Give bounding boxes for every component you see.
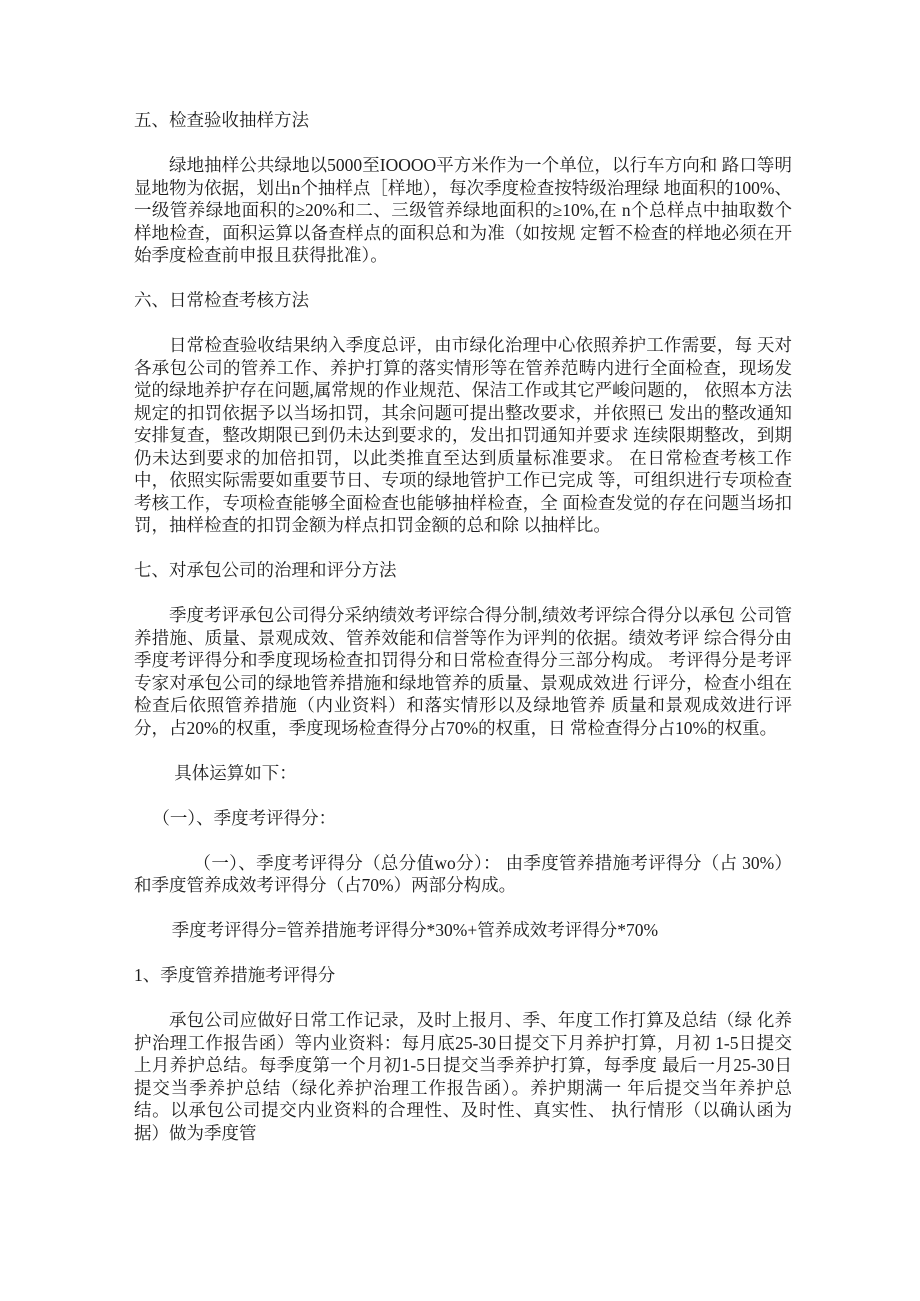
quarterly-score-label: （一）、季度考评得分：: [152, 807, 337, 828]
quarterly-score-formula: 季度考评得分=管养措施考评得分*30%+管养成效考评得分*70%: [171, 920, 659, 940]
calculation-intro: 具体运算如下：: [174, 762, 297, 783]
section-6-heading: 六、日常检查考核方法: [134, 290, 309, 310]
section-7-paragraph: 季度考评承包公司得分采纳绩效考评综合得分制,绩效考评综合得分以承包 公司管养措施、质量、景观成效、管养效能和信誉等作为评判的依据。绩效考评 综合得分由季度考评得分和季度现场检查扣罚得分和日常检查得分三部分构成。 考评得分是考评专家对承包公司的绿地管养措施和绿地管养的质量、景观成效进 行评分，检查小组在检查后依照管养措施（内业资料）和落实情形以及绿地管养 质量和景观成效进行评分，占20%的权重，季度现场检查得分占70%的权重，日 常检查得分占10%的权重。: [134, 605, 792, 738]
section-5-paragraph: 绿地抽样公共绿地以5000至IOOOO平方米作为一个单位，以行车方向和 路口等明显地物为依据，划出n个抽样点［样地），每次季度检查按特级治理绿 地面积的100%、一级管养绿地面积的≥20%和二、三级管养绿地面积的≥10%,在 n个总样点中抽取数个样地检查，面积运算以备查样点的面积总和为准（如按规 定暂不检查的样地必须在开始季度检查前申报且获得批准）。: [134, 155, 792, 265]
quarterly-score-description: （一）、季度考评得分（总分值wo分）： 由季度管养措施考评得分（占 30%）和季度管养成效考评得分（占70%）两部分构成。: [134, 852, 792, 895]
section-5-heading: 五、检查验收抽样方法: [134, 110, 309, 130]
section-6-paragraph: 日常检查验收结果纳入季度总评，由市绿化治理中心依照养护工作需要，每 天对各承包公司的管养工作、养护打算的落实情形等在管养范畴内进行全面检查，现场发觉的绿地养护存在问题,属常规的作业规范、保洁工作或其它严峻问题的， 依照本方法规定的扣罚依据予以当场扣罚，其余问题可提出整改要求，并依照已 发出的整改通知安排复查，整改期限已到仍未达到要求的，发出扣罚通知并要求 连续限期整改，到期仍未达到要求的加倍扣罚，以此类推直至达到质量标准要求。 在日常检查考核工作中，依照实际需要如重要节日、专项的绿地管护工作已完成 等，可组织进行专项检查考核工作，专项检查能够全面检查也能够抽样检查，全 面检查发觉的存在问题当场扣罚，抽样检查的扣罚金额为样点扣罚金额的总和除 以抽样比。: [134, 335, 792, 535]
section-7-heading: 七、对承包公司的治理和评分方法: [134, 560, 397, 580]
measures-score-heading: 1、季度管养措施考评得分: [134, 965, 336, 985]
measures-score-paragraph: 承包公司应做好日常工作记录，及时上报月、季、年度工作打算及总结（绿 化养护治理工作报告函）等内业资料：每月底25-30日提交下月养护打算，月初 1-5日提交上月养护总结。每季度第一个月初1-5日提交当季养护打算，每季度 最后一月25-30日提交当季养护总结（绿化养护治理工作报告函）。养护期满一 年后提交当年养护总结。以承包公司提交内业资料的合理性、及时性、真实性、 执行情形（以确认函为据）做为季度管: [134, 1010, 792, 1143]
